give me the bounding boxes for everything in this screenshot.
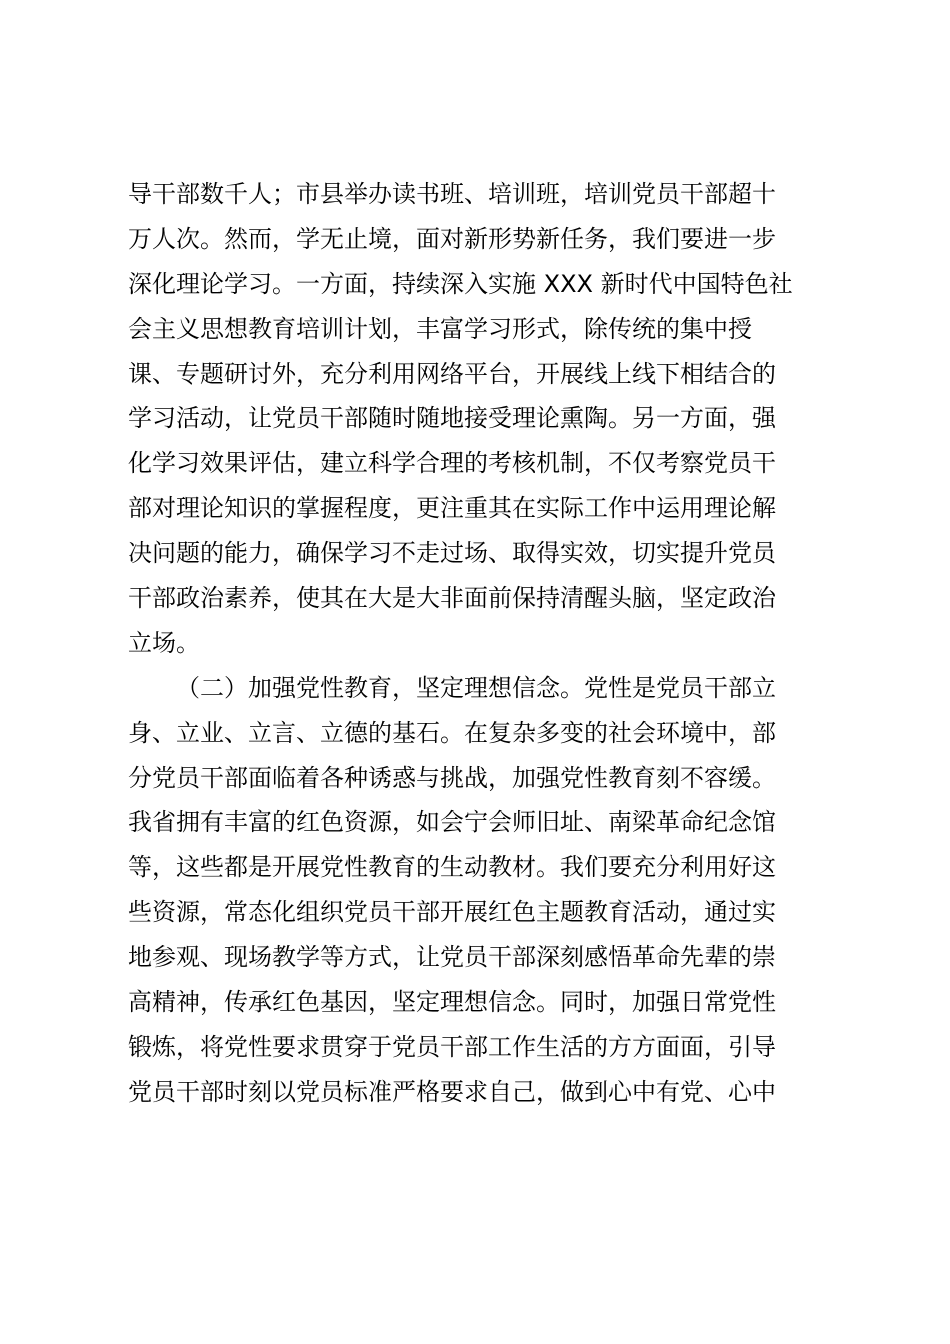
body-text — [128, 172, 848, 1115]
text-line: 部对理论知识的掌握程度，更注重其在实际工作中运用理论解 — [128, 494, 776, 523]
text-line: 地参观、现场教学等方式，让党员干部深刻感悟革命先辈的崇 — [128, 943, 776, 972]
text-line: 立场。 — [128, 628, 200, 657]
text-line: 深化理论学习。一方面，持续深入实施 XXX 新时代中国特色社 — [128, 269, 793, 298]
text-line: 决问题的能力，确保学习不走过场、取得实效，切实提升党员 — [128, 539, 776, 568]
text-line: 干部政治素养，使其在大是大非面前保持清醒头脑，坚定政治 — [128, 584, 776, 613]
text-line: 学习活动，让党员干部随时随地接受理论熏陶。另一方面，强 — [128, 404, 776, 433]
section-heading-line: （二）加强党性教育，坚定理想信念。党性是党员干部立 — [176, 673, 776, 702]
text-line: 分党员干部面临着各种诱惑与挑战，加强党性教育刻不容缓。 — [128, 763, 776, 792]
text-line: 我省拥有丰富的红色资源，如会宁会师旧址、南梁革命纪念馆 — [128, 808, 776, 837]
text-line: 些资源，常态化组织党员干部开展红色主题教育活动，通过实 — [128, 898, 776, 927]
text-line: 党员干部时刻以党员标准严格要求自己，做到心中有党、心中 — [128, 1077, 776, 1106]
text-line: 锻炼，将党性要求贯穿于党员干部工作生活的方方面面，引导 — [128, 1032, 776, 1061]
text-line: 化学习效果评估，建立科学合理的考核机制，不仅考察党员干 — [128, 449, 776, 478]
text-line: 课、专题研讨外，充分利用网络平台，开展线上线下相结合的 — [128, 359, 776, 388]
text-line: 等，这些都是开展党性教育的生动教材。我们要充分利用好这 — [128, 853, 776, 882]
text-line: 身、立业、立言、立德的基石。在复杂多变的社会环境中，部 — [128, 718, 776, 747]
text-line: 万人次。然而，学无止境，面对新形势新任务，我们要进一步 — [128, 224, 776, 253]
text-line: 导干部数千人；市县举办读书班、培训班，培训党员干部超十 — [128, 180, 776, 208]
text-line: 会主义思想教育培训计划，丰富学习形式，除传统的集中授 — [128, 314, 752, 343]
text-line: 高精神，传承红色基因，坚定理想信念。同时，加强日常党性 — [128, 988, 776, 1017]
